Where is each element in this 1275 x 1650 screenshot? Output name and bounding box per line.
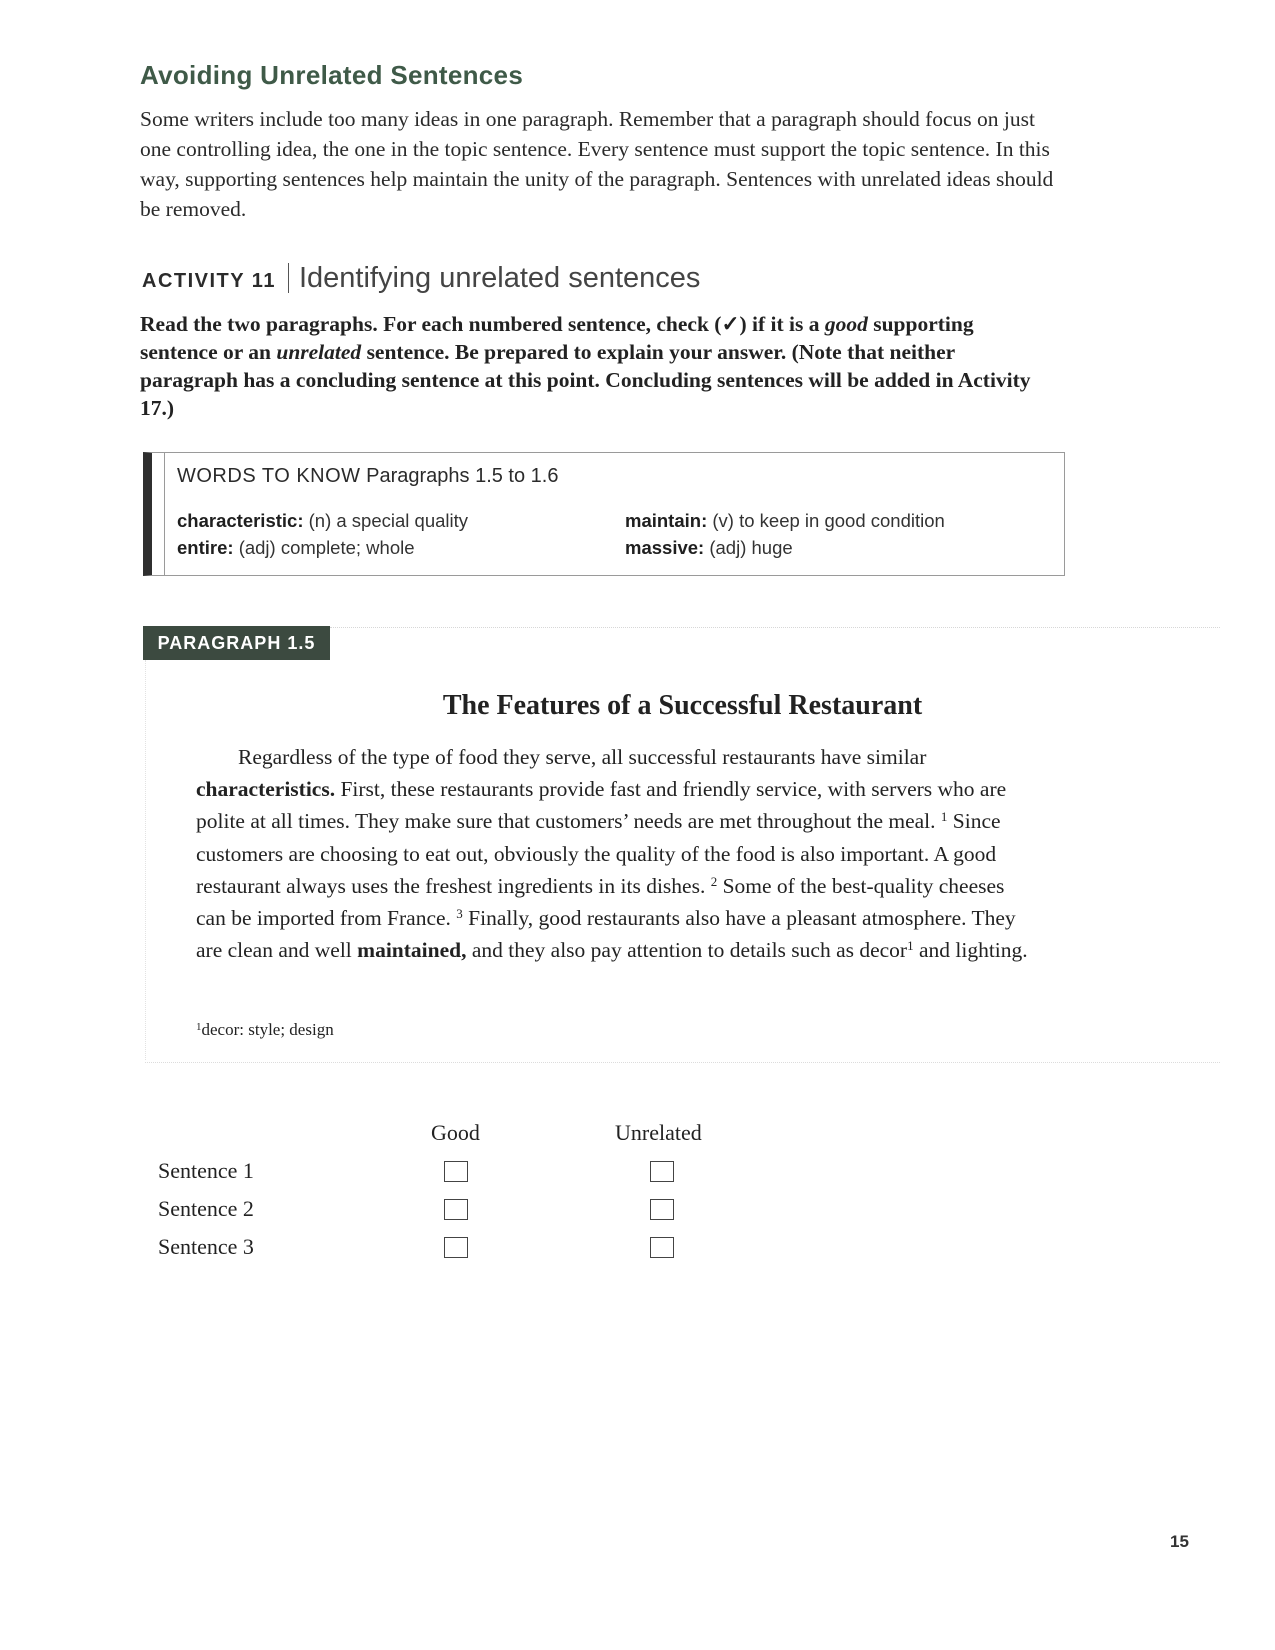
body-text: First, these restaurants provide fast and friendly service, with servers who are polite at all times. They make sure that customers’ needs are met throughout the meal. (196, 777, 1007, 834)
row-label-sentence-3: Sentence 3 (158, 1234, 254, 1259)
footnote-mark: 1 (196, 1021, 202, 1033)
paragraph-top-rule (330, 627, 1220, 628)
word-definition: (adj) huge (709, 537, 793, 558)
activity-title: Identifying unrelated sentences (298, 262, 701, 294)
activity-header (142, 262, 700, 295)
activity-label: ACTIVITY 11 (142, 270, 276, 292)
checkbox-sentence-1-unrelated[interactable] (650, 1161, 674, 1182)
words-to-know-box (143, 452, 1065, 576)
word-definition: (adj) complete; whole (238, 537, 415, 558)
checkbox-sentence-1-good[interactable] (444, 1161, 468, 1182)
word-entry (177, 507, 468, 534)
word-definition: (n) a special quality (308, 510, 469, 531)
footnote-text: decor: style; design (201, 1020, 334, 1039)
body-text: and lighting. (913, 938, 1028, 963)
word-entry (625, 507, 945, 534)
words-column-right (625, 507, 945, 561)
sentence-3: Finally, good restaurants also have a pleasant atmosphere. They are clean and well (196, 906, 1016, 963)
footnote-marker: 1 (907, 938, 914, 954)
page-number: 15 (1170, 1532, 1189, 1551)
checkbox-sentence-2-unrelated[interactable] (650, 1199, 674, 1220)
paragraph-body (196, 741, 1036, 966)
word-entry (625, 534, 945, 561)
instructions-text: sentence. Be prepared to explain your answer. (Note that neither paragraph has a concluding sentence at this point. Concluding sentences will be added in Activity 17.) (140, 340, 1031, 420)
paragraph-bottom-rule (145, 1062, 1220, 1063)
checkbox-sentence-2-good[interactable] (444, 1199, 468, 1220)
column-header-good: Good (431, 1120, 480, 1145)
word-term: massive: (625, 537, 705, 558)
footnote (196, 1020, 334, 1040)
checkbox-sentence-3-good[interactable] (444, 1237, 468, 1258)
vocab-word-characteristics: characteristics. (196, 777, 336, 802)
body-text: and they also pay attention to details such as decor (466, 938, 908, 963)
paragraph-tag: PARAGRAPH 1.5 (143, 626, 330, 660)
instructions-text: Read the two paragraphs. For each numbered sentence, check (✓) if it is a (140, 312, 825, 336)
word-term: characteristic: (177, 510, 304, 531)
word-term: entire: (177, 537, 234, 558)
intro-paragraph: Some writers include too many ideas in one paragraph. Remember that a paragraph should focus on just one controlling idea, the one in the topic sentence. Every sentence must support the topic sentence. In this way, supporting sentences help maintain the unity of the paragraph. Sentences with unrelated ideas should be removed. (140, 107, 1054, 221)
sentence-number-3: 3 (456, 906, 463, 922)
words-to-know-heading (177, 465, 558, 488)
section-heading: Avoiding Unrelated Sentences (140, 60, 524, 90)
paragraph-title: The Features of a Successful Restaurant (442, 690, 923, 721)
words-to-know-inner (164, 453, 1064, 575)
vocab-word-maintained: maintained, (357, 938, 467, 963)
activity-instructions (140, 310, 1040, 422)
word-term: maintain: (625, 510, 708, 531)
words-column-left (177, 507, 468, 561)
words-to-know-subtitle: Paragraphs 1.5 to 1.6 (366, 465, 559, 487)
body-text: Regardless of the type of food they serve, all successful restaurants have similar (238, 745, 927, 769)
instructions-emphasis-good: good (824, 312, 868, 336)
words-to-know-label: WORDS TO KNOW (177, 465, 361, 487)
checkbox-sentence-3-unrelated[interactable] (650, 1237, 674, 1258)
word-definition: (v) to keep in good condition (712, 510, 945, 531)
activity-divider (288, 263, 289, 293)
sentence-number-2: 2 (710, 873, 718, 889)
instructions-text: supporting sentence or an (140, 312, 974, 364)
column-header-unrelated: Unrelated (615, 1120, 702, 1145)
sentence-1: Since customers are choosing to eat out, obviously the quality of the food is also important. A good restaurant always uses the freshest ingredients in its dishes. (196, 809, 1001, 898)
word-entry (177, 534, 468, 561)
instructions-emphasis-unrelated: unrelated (276, 340, 362, 364)
row-label-sentence-1: Sentence 1 (158, 1158, 254, 1183)
sentence-2: Some of the best-quality cheeses can be imported from France. (196, 873, 1005, 931)
sentence-number-1: 1 (940, 809, 948, 825)
row-label-sentence-2: Sentence 2 (158, 1196, 254, 1221)
